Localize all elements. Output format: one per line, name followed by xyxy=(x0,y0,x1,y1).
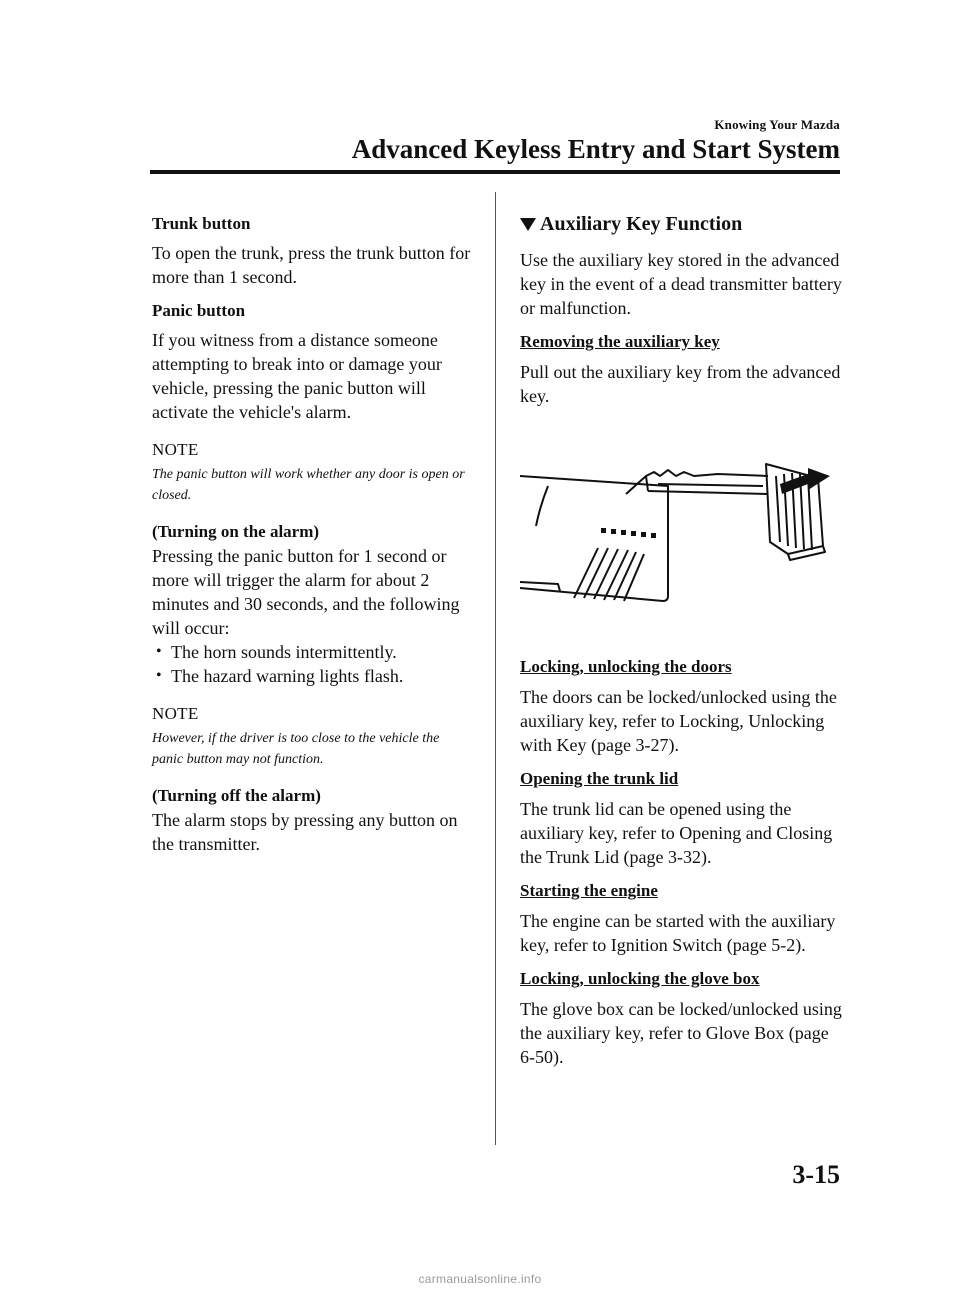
engine-heading: Starting the engine xyxy=(520,881,658,900)
panic-button-heading: Panic button xyxy=(152,301,246,320)
watermark: carmanualsonline.info xyxy=(418,1272,542,1286)
column-divider xyxy=(495,192,496,1145)
left-column xyxy=(152,212,472,866)
right-column xyxy=(520,212,845,1079)
engine-text: The engine can be started with the auxiliary key, refer to Ignition Switch (page 5-2). xyxy=(520,911,836,955)
trunk-button-text: To open the trunk, press the trunk button for more than 1 second. xyxy=(152,243,471,287)
glovebox-heading: Locking, unlocking the glove box xyxy=(520,969,760,988)
auxiliary-key-intro: Use the auxiliary key stored in the advanced key in the event of a dead transmitter battery or malfunction. xyxy=(520,250,842,318)
doors-heading: Locking, unlocking the doors xyxy=(520,657,732,676)
header-rule xyxy=(150,170,840,174)
removing-key-heading: Removing the auxiliary key xyxy=(520,332,720,351)
alarm-bullet-list xyxy=(152,640,472,688)
list-item: • The horn sounds intermittently. xyxy=(152,640,472,664)
section-title-text: Auxiliary Key Function xyxy=(540,213,743,235)
arrow-right-icon xyxy=(780,468,830,494)
panic-button-text: If you witness from a distance someone attempting to break into or damage your vehicle, pressing the panic button will activate the vehicle's alarm. xyxy=(152,330,442,422)
auxiliary-key-section-title xyxy=(520,212,845,236)
trunk-lid-heading: Opening the trunk lid xyxy=(520,769,679,788)
auxiliary-key-illustration xyxy=(518,446,848,611)
note-text: The panic button will work whether any door is open or closed. xyxy=(152,467,465,503)
note-text: However, if the driver is too close to the vehicle the panic button may not function. xyxy=(152,731,440,767)
section-label: Knowing Your Mazda xyxy=(714,117,840,132)
note-label: NOTE xyxy=(152,704,199,723)
note-label: NOTE xyxy=(152,440,199,459)
trunk-lid-text: The trunk lid can be opened using the auxiliary key, refer to Opening and Closing the Trunk Lid (page 3-32). xyxy=(520,799,833,867)
glovebox-text: The glove box can be locked/unlocked using the auxiliary key, refer to Glove Box (page 6-50). xyxy=(520,999,842,1067)
doors-text: The doors can be locked/unlocked using the auxiliary key, refer to Locking, Unlocking with Key (page 3-27). xyxy=(520,687,837,755)
triangle-marker-icon xyxy=(520,218,536,231)
removing-key-text: Pull out the auxiliary key from the advanced key. xyxy=(520,362,841,406)
page-title: Advanced Keyless Entry and Start System xyxy=(351,134,840,164)
alarm-on-heading: (Turning on the alarm) xyxy=(152,522,320,541)
trunk-button-heading: Trunk button xyxy=(152,214,251,233)
alarm-off-text: The alarm stops by pressing any button on the transmitter. xyxy=(152,810,458,854)
page-number: 3-15 xyxy=(792,1160,840,1189)
alarm-on-text: Pressing the panic button for 1 second or more will trigger the alarm for about 2 minutes and 30 seconds, and the following will occur: xyxy=(152,546,460,638)
alarm-off-heading: (Turning off the alarm) xyxy=(152,786,321,805)
list-item: • The hazard warning lights flash. xyxy=(152,664,472,688)
